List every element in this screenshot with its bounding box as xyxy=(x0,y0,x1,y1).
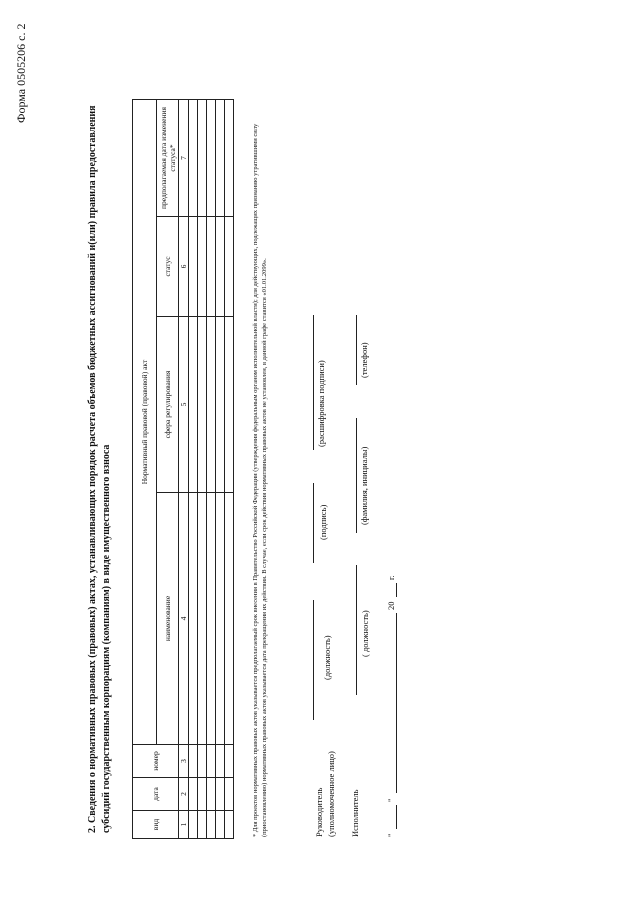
col-num-5: 5 xyxy=(179,317,189,493)
table-cell[interactable] xyxy=(216,217,225,317)
executor-name-caption: (фамилия, инициалы) xyxy=(359,446,369,525)
table-cell[interactable] xyxy=(207,100,216,217)
table-cell[interactable] xyxy=(207,745,216,778)
table-cell[interactable] xyxy=(225,217,234,317)
table-cell[interactable] xyxy=(198,745,207,778)
col-num-3: 3 xyxy=(179,745,189,778)
head-signature-caption: (подпись) xyxy=(318,504,328,540)
col-num-1: 1 xyxy=(179,811,189,839)
table-cell[interactable] xyxy=(207,778,216,811)
table-row xyxy=(225,100,234,839)
col-header-scope: сфера регулирования xyxy=(157,317,179,493)
executor-label: Исполнитель xyxy=(350,789,360,837)
col-header-name: наименование xyxy=(157,493,179,745)
executor-position-line[interactable] xyxy=(356,565,357,695)
table-row xyxy=(216,100,225,839)
head-label-authorized: (уполномоченное лицо) xyxy=(326,751,336,837)
table-header-row xyxy=(133,100,157,839)
table-cell[interactable] xyxy=(189,745,198,778)
col-header-date: дата xyxy=(133,778,179,811)
table-cell[interactable] xyxy=(207,811,216,839)
form-code: Форма 0505206 с. 2 xyxy=(14,23,28,123)
table-cell[interactable] xyxy=(216,493,225,745)
date-month-line[interactable] xyxy=(396,613,397,793)
table-cell[interactable] xyxy=(198,317,207,493)
table-cell[interactable] xyxy=(189,811,198,839)
regulatory-acts-table xyxy=(132,99,234,839)
date-day-line[interactable] xyxy=(396,805,397,829)
head-signature-line[interactable] xyxy=(313,483,314,563)
table-cell[interactable] xyxy=(198,217,207,317)
table-row xyxy=(189,100,198,839)
table-cell[interactable] xyxy=(216,745,225,778)
date-year-suffix: г. xyxy=(386,575,396,580)
table-cell[interactable] xyxy=(225,317,234,493)
table-cell[interactable] xyxy=(225,811,234,839)
table-cell[interactable] xyxy=(225,493,234,745)
executor-phone-line[interactable] xyxy=(356,315,357,385)
col-header-type: вид xyxy=(133,811,179,839)
head-position-caption: (должность) xyxy=(322,635,332,680)
table-cell[interactable] xyxy=(189,778,198,811)
table-cell[interactable] xyxy=(207,217,216,317)
table-cell[interactable] xyxy=(189,317,198,493)
table-cell[interactable] xyxy=(216,100,225,217)
table-cell[interactable] xyxy=(189,100,198,217)
col-num-4: 4 xyxy=(179,493,189,745)
table-cell[interactable] xyxy=(198,493,207,745)
table-cell[interactable] xyxy=(225,745,234,778)
executor-name-line[interactable] xyxy=(356,418,357,533)
table-cell[interactable] xyxy=(189,493,198,745)
footnote: * Для проектов нормативных правовых актов указывается предполагаемый срок внесения в Правительство Российской Федерации (утверждения федеральным органом исполнительной власти); для действующих, подлежащих признанию утратившими силу (приостановлению) нормативных правовых актов указывается дата прекращения их действия. В случае, если срок действия нормативных правовых актов не установлен, в данной графе ставится «01.01.2099». xyxy=(252,123,268,837)
date-year-prefix: 20 xyxy=(386,601,396,610)
table-cell[interactable] xyxy=(198,811,207,839)
head-label: Руководитель xyxy=(314,787,324,837)
date-close-quote: " xyxy=(386,798,396,802)
table-cell[interactable] xyxy=(198,100,207,217)
executor-phone-caption: (телефон) xyxy=(359,342,369,378)
table-cell[interactable] xyxy=(225,778,234,811)
col-num-2: 2 xyxy=(179,778,189,811)
date-year-line[interactable] xyxy=(396,583,397,597)
table-column-numbers-row xyxy=(179,100,189,839)
head-position-line[interactable] xyxy=(313,600,314,720)
col-header-status: статус xyxy=(157,217,179,317)
table-cell[interactable] xyxy=(216,811,225,839)
table-cell[interactable] xyxy=(189,217,198,317)
col-header-number: номер xyxy=(133,745,179,778)
date-open-quote: " xyxy=(386,833,396,837)
col-num-6: 6 xyxy=(179,217,189,317)
table-cell[interactable] xyxy=(207,317,216,493)
table-row xyxy=(207,100,216,839)
table-row xyxy=(198,100,207,839)
col-num-7: 7 xyxy=(179,100,189,217)
table-cell[interactable] xyxy=(207,493,216,745)
executor-position-caption: ( должность) xyxy=(360,610,370,657)
col-header-status-change-date: предполагаемая дата изменения статуса* xyxy=(157,100,179,217)
table-cell[interactable] xyxy=(225,100,234,217)
table-subheader-row xyxy=(157,100,179,839)
head-decoding-line[interactable] xyxy=(313,315,314,450)
table-cell[interactable] xyxy=(216,317,225,493)
section-title: 2. Сведения о нормативных правовых (правовых) актах, устанавливающих порядок расчета объемов бюджетных ассигнований и(или) правила предоставления субсидий государственным корпорациям (компаниям) в виде имущественного взноса xyxy=(87,105,112,833)
table-cell[interactable] xyxy=(198,778,207,811)
col-header-group: Нормативный правовой (правовой) акт xyxy=(133,100,157,745)
table-cell[interactable] xyxy=(216,778,225,811)
head-decoding-caption: (расшифровка подписи) xyxy=(316,360,326,447)
